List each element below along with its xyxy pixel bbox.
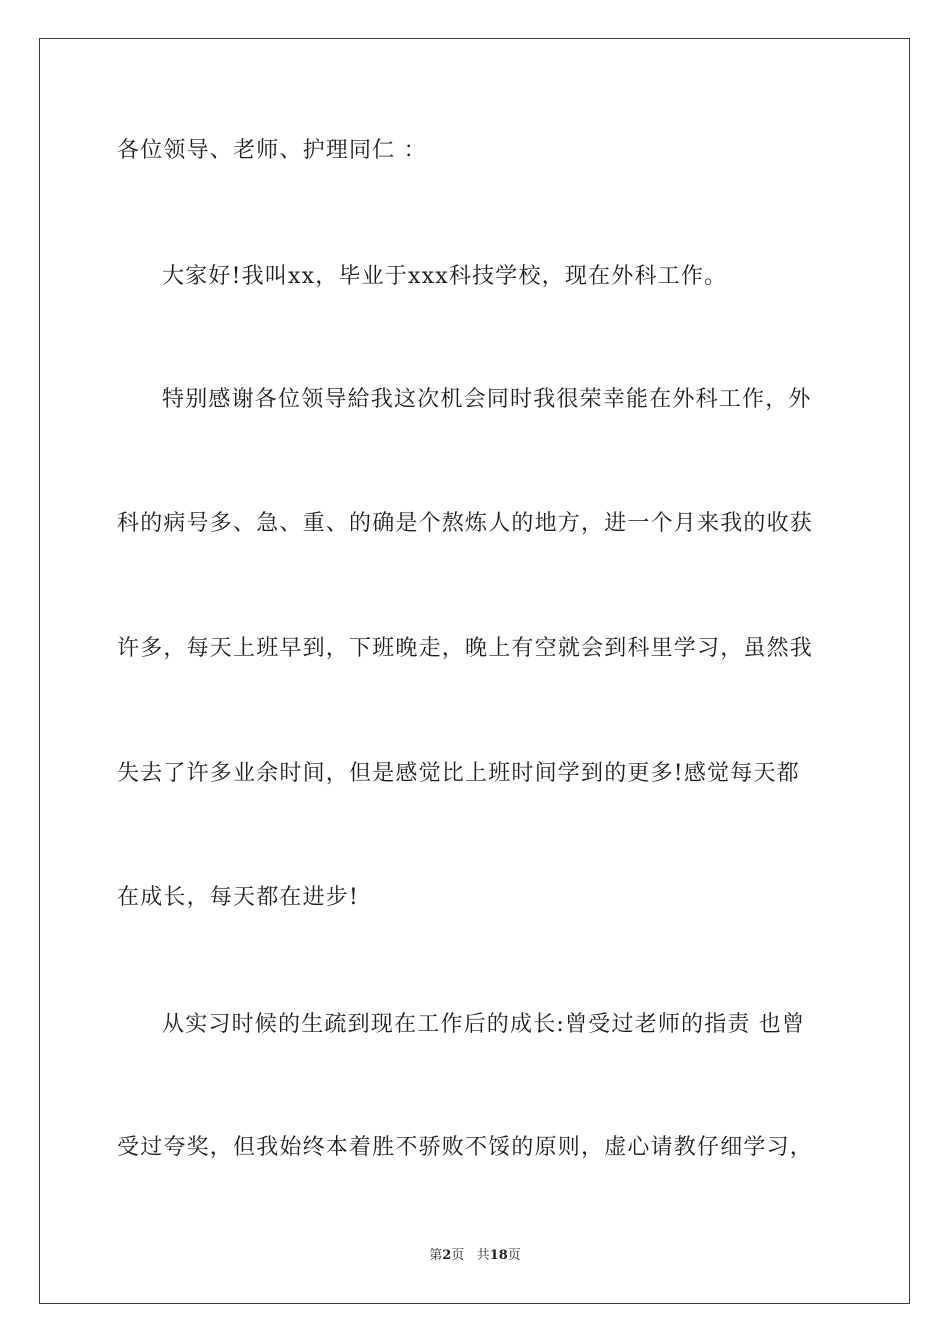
paragraph-2-line-2: 科的病号多、急、重、的确是个熬炼人的地方，进一个月来我的收获: [117, 511, 814, 536]
page-number: 2: [442, 1248, 452, 1263]
total-prefix: 共: [476, 1248, 490, 1263]
salutation-line: 各位领导、老师、护理同仁 ：: [117, 138, 427, 163]
paragraph-3-line-2: 受过夸奖，但我始终本着胜不骄败不馁的原则，虚心请教仔细学习，: [117, 1135, 814, 1160]
page-border: [39, 38, 910, 1304]
paragraph-1-line-1: 大家好!我叫xx，毕业于xxx科技学校，现在外科工作。: [162, 264, 728, 289]
page-prefix: 第: [429, 1248, 443, 1263]
total-pages: 18: [489, 1248, 508, 1263]
total-suffix: 页: [507, 1248, 521, 1263]
paragraph-3-line-1: 从实习时候的生疏到现在工作后的成长:曾受过老师的指责 也曾: [162, 1012, 806, 1037]
page-footer: [0, 1247, 950, 1265]
paragraph-2-line-5: 在成长，每天都在进步!: [117, 885, 360, 910]
page-suffix: 页: [451, 1248, 465, 1263]
paragraph-2-line-1: 特别感谢各位领导給我这次机会同时我很荣幸能在外科工作，外: [162, 387, 812, 412]
paragraph-2-line-3: 许多，每天上班早到，下班晚走，晚上有空就会到科里学习，虽然我: [117, 636, 814, 661]
paragraph-2-line-4: 失去了许多业余时间，但是感觉比上班时间学到的更多!感觉每天都: [117, 761, 800, 786]
